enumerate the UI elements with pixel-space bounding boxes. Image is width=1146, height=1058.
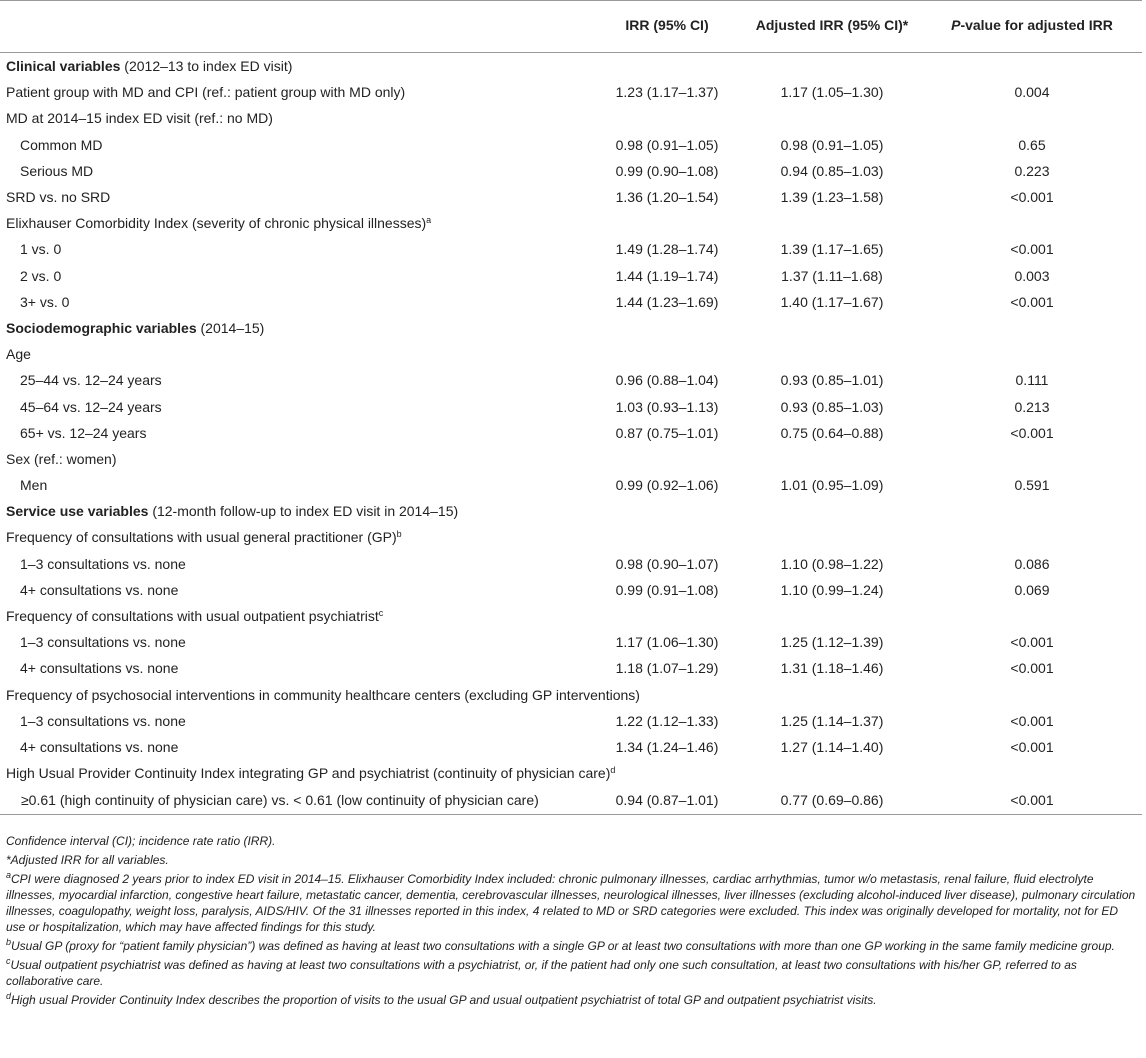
- irr-cell: 0.99 (0.90–1.08): [615, 162, 719, 179]
- p-value-cell: [922, 341, 1142, 367]
- irr-cell: [592, 524, 742, 550]
- irr-cell: 0.87 (0.75–1.01): [615, 424, 719, 441]
- variable-cell: [0, 393, 592, 419]
- adjusted-irr-cell: [742, 105, 922, 131]
- section-subtitle: (12-month follow-up to index ED visit in 2014–15): [148, 503, 459, 520]
- irr-cell: 0.99 (0.92–1.06): [615, 477, 719, 494]
- irr-cell: 1.44 (1.19–1.74): [615, 267, 719, 284]
- irr-cell: 1.44 (1.23–1.69): [615, 293, 719, 310]
- table-footnotes: [6, 833, 1140, 1011]
- footnote-marker: b: [396, 529, 402, 540]
- irr-cell: [592, 603, 742, 629]
- p-value-cell: <0.001: [1010, 424, 1054, 441]
- table-header: [0, 1, 1142, 53]
- adjusted-irr-cell: 1.25 (1.14–1.37): [780, 712, 884, 729]
- variable-cell: [0, 420, 592, 446]
- footnote-marker: d: [610, 765, 616, 776]
- irr-cell: 0.94 (0.87–1.01): [592, 786, 742, 815]
- header-p-rest: -value for adjusted IRR: [960, 16, 1113, 33]
- p-value-cell: [922, 210, 1142, 236]
- variable-cell: [0, 472, 592, 498]
- adjusted-irr-cell: 1.01 (0.95–1.09): [780, 477, 884, 494]
- footnote-text: High usual Provider Continuity Index describes the proportion of visits to the usual GP and usual outpatient psychiatrist of total GP and outpatient psychiatrist visits.: [11, 993, 877, 1008]
- table-row: [0, 184, 1142, 210]
- variable-cell: [0, 551, 592, 577]
- variable-cell: [0, 577, 592, 603]
- adjusted-irr-cell: 0.93 (0.85–1.01): [780, 372, 884, 389]
- variable-cell: [0, 79, 592, 105]
- variable-label: High Usual Provider Continuity Index integrating GP and psychiatrist (continuity of physician care): [6, 765, 611, 782]
- p-value-cell: 0.069: [1014, 581, 1050, 598]
- p-value-cell: [922, 603, 1142, 629]
- adjusted-irr-cell: [742, 53, 922, 80]
- p-value-cell: [922, 315, 1142, 341]
- variable-cell: [0, 655, 592, 681]
- variable-cell: [0, 184, 592, 210]
- table-row: [0, 734, 1142, 760]
- footnote-letter: c: [6, 956, 11, 967]
- irr-cell: 1.36 (1.20–1.54): [615, 189, 719, 206]
- group-row: [0, 760, 1142, 786]
- irr-cell: 1.34 (1.24–1.46): [615, 738, 719, 755]
- footnote-letter: a: [6, 869, 12, 880]
- section-title: Service use variables: [6, 503, 149, 520]
- p-value-cell: <0.001: [1010, 293, 1054, 310]
- table-row: [0, 263, 1142, 289]
- variable-cell: [0, 263, 592, 289]
- adjusted-irr-cell: 1.17 (1.05–1.30): [780, 84, 884, 101]
- p-value-cell: 0.111: [1015, 372, 1049, 389]
- table-row: [0, 708, 1142, 734]
- p-value-cell: [922, 682, 1142, 708]
- header-row: [0, 1, 1142, 53]
- adjusted-irr-cell: 1.10 (0.99–1.24): [780, 581, 884, 598]
- p-value-cell: <0.001: [1010, 634, 1054, 651]
- variable-label: 2 vs. 0: [20, 267, 62, 284]
- adjusted-irr-cell: 1.10 (0.98–1.22): [780, 555, 884, 572]
- section-row: [0, 53, 1142, 80]
- variable-cell: [0, 446, 592, 472]
- variable-cell: [0, 524, 592, 550]
- adjusted-irr-cell: [742, 315, 922, 341]
- adjusted-irr-cell: 1.40 (1.17–1.67): [780, 293, 884, 310]
- p-value-cell: <0.001: [1010, 738, 1054, 755]
- p-value-cell: [922, 105, 1142, 131]
- footnote: [6, 957, 1140, 989]
- header-variable: [0, 1, 592, 53]
- irr-cell: 0.98 (0.90–1.07): [615, 555, 719, 572]
- footnote-marker: a: [426, 215, 432, 226]
- irr-cell: 0.99 (0.91–1.08): [615, 581, 719, 598]
- adjusted-irr-cell: 1.25 (1.12–1.39): [780, 634, 884, 651]
- footnote-text: Usual outpatient psychiatrist was defined as having at least two consultations with a psychiatrist, or, if the patient had only one such consultation, at least two consultations with his/her GP, referred to as collaborative care.: [6, 958, 1077, 989]
- p-value-cell: 0.591: [1014, 477, 1050, 494]
- variable-label: 65+ vs. 12–24 years: [20, 424, 147, 441]
- footnote: [6, 833, 1140, 849]
- header-irr: IRR (95% CI): [592, 1, 742, 53]
- footnote-letter: d: [6, 991, 12, 1002]
- variable-label: 1–3 consultations vs. none: [20, 555, 186, 572]
- group-row: [0, 524, 1142, 550]
- table-row: [0, 158, 1142, 184]
- p-value-cell: [922, 498, 1142, 524]
- variable-label: 1–3 consultations vs. none: [20, 634, 186, 651]
- section-row: [0, 498, 1142, 524]
- irr-cell: 1.23 (1.17–1.37): [615, 84, 719, 101]
- p-value-cell: 0.65: [1018, 136, 1046, 153]
- table-row: [0, 289, 1142, 315]
- variable-cell: [0, 315, 592, 341]
- group-row: [0, 341, 1142, 367]
- adjusted-irr-cell: [742, 760, 922, 786]
- table-row: [0, 629, 1142, 655]
- p-value-cell: <0.001: [922, 786, 1142, 815]
- p-value-cell: 0.213: [1014, 398, 1050, 415]
- footnote-marker: c: [378, 608, 384, 619]
- group-row: [0, 105, 1142, 131]
- variable-label: Serious MD: [20, 162, 94, 179]
- p-value-cell: <0.001: [1010, 189, 1054, 206]
- footnote: [6, 871, 1140, 936]
- p-value-cell: [922, 524, 1142, 550]
- footnote: [6, 852, 1140, 868]
- variable-label: 25–44 vs. 12–24 years: [20, 372, 162, 389]
- variable-label: Age: [6, 346, 31, 363]
- variable-cell: [0, 498, 592, 524]
- section-subtitle: (2014–15): [196, 319, 265, 336]
- adjusted-irr-cell: 0.77 (0.69–0.86): [742, 786, 922, 815]
- variable-label: 4+ consultations vs. none: [20, 581, 179, 598]
- irr-cell: [592, 446, 742, 472]
- adjusted-irr-cell: 1.37 (1.11–1.68): [781, 267, 883, 284]
- variable-label: MD at 2014–15 index ED visit (ref.: no MD): [6, 110, 273, 127]
- variable-cell: [0, 53, 592, 80]
- adjusted-irr-cell: 1.27 (1.14–1.40): [780, 738, 884, 755]
- p-value-cell: 0.223: [1014, 162, 1050, 179]
- irr-cell: [592, 210, 742, 236]
- table-row: [0, 577, 1142, 603]
- variable-label: ≥0.61 (high continuity of physician care) vs. < 0.61 (low continuity of physician care): [21, 792, 539, 809]
- adjusted-irr-cell: [742, 524, 922, 550]
- variable-cell: [0, 708, 592, 734]
- variable-cell: [0, 341, 592, 367]
- variable-cell: [0, 786, 592, 815]
- variable-cell: [0, 105, 592, 131]
- table-row: [0, 393, 1142, 419]
- p-value-cell: 0.004: [1014, 84, 1050, 101]
- adjusted-irr-cell: 1.39 (1.17–1.65): [780, 241, 884, 258]
- p-value-cell: <0.001: [1010, 241, 1054, 258]
- variable-label: 1 vs. 0: [20, 241, 62, 258]
- footnote-text: *Adjusted IRR for all variables.: [6, 852, 169, 867]
- variable-cell: [0, 236, 592, 262]
- table-row: [0, 655, 1142, 681]
- p-value-cell: [922, 760, 1142, 786]
- irr-cell: [592, 53, 742, 80]
- irr-cell: [592, 105, 742, 131]
- variable-cell: [0, 210, 592, 236]
- variable-label: 4+ consultations vs. none: [20, 738, 179, 755]
- table-row: [0, 551, 1142, 577]
- irr-cell: 1.49 (1.28–1.74): [615, 241, 719, 258]
- variable-cell: [0, 734, 592, 760]
- adjusted-irr-cell: [742, 682, 922, 708]
- variable-label: 45–64 vs. 12–24 years: [20, 398, 162, 415]
- footnote-text: Usual GP (proxy for “patient family physician”) was defined as having at least two consultations with a single GP or at least two consultations with more than one GP working in the same family medicine group.: [11, 939, 1115, 954]
- adjusted-irr-cell: 0.94 (0.85–1.03): [780, 162, 884, 179]
- variable-label: Frequency of psychosocial interventions in community healthcare centers (excluding GP interventions): [6, 686, 640, 703]
- table-body: [0, 53, 1142, 815]
- variable-label: SRD vs. no SRD: [6, 189, 111, 206]
- section-row: [0, 315, 1142, 341]
- variable-label: Elixhauser Comorbidity Index (severity of chronic physical illnesses): [6, 215, 427, 232]
- variable-label: 3+ vs. 0: [20, 293, 70, 310]
- irr-cell: 1.22 (1.12–1.33): [615, 712, 719, 729]
- variable-label: Sex (ref.: women): [6, 450, 117, 467]
- adjusted-irr-cell: [742, 210, 922, 236]
- adjusted-irr-cell: [742, 341, 922, 367]
- variable-label: Men: [20, 477, 48, 494]
- footnote-text: Confidence interval (CI); incidence rate ratio (IRR).: [6, 834, 276, 848]
- footnote-letter: b: [6, 937, 12, 948]
- adjusted-irr-cell: [742, 446, 922, 472]
- variable-cell: [0, 629, 592, 655]
- variable-cell: [0, 760, 616, 786]
- section-subtitle: (2012–13 to index ED visit): [120, 58, 293, 75]
- variable-cell: [0, 682, 640, 708]
- variable-label: Patient group with MD and CPI (ref.: patient group with MD only): [6, 84, 406, 101]
- adjusted-irr-cell: 1.39 (1.23–1.58): [780, 189, 884, 206]
- header-p-italic: P: [951, 16, 961, 33]
- variable-cell: [0, 289, 592, 315]
- group-row: [0, 682, 1142, 708]
- variable-cell: [0, 367, 592, 393]
- table-row: [0, 420, 1142, 446]
- group-row: [0, 603, 1142, 629]
- adjusted-irr-cell: [742, 603, 922, 629]
- variable-label: 4+ consultations vs. none: [20, 660, 179, 677]
- p-value-cell: 0.086: [1014, 555, 1050, 572]
- irr-cell: [592, 341, 742, 367]
- adjusted-irr-cell: 0.93 (0.85–1.03): [780, 398, 884, 415]
- irr-cell: 0.96 (0.88–1.04): [615, 372, 719, 389]
- adjusted-irr-cell: 0.98 (0.91–1.05): [780, 136, 884, 153]
- adjusted-irr-cell: 1.31 (1.18–1.46): [780, 660, 884, 677]
- irr-cell: [592, 498, 742, 524]
- variable-label: Frequency of consultations with usual general practitioner (GP): [6, 529, 397, 546]
- variable-label: Frequency of consultations with usual outpatient psychiatrist: [6, 608, 379, 625]
- irr-cell: 1.17 (1.06–1.30): [615, 634, 719, 651]
- irr-cell: 1.18 (1.07–1.29): [615, 660, 719, 677]
- table-row: [0, 367, 1142, 393]
- p-value-cell: <0.001: [1010, 712, 1054, 729]
- section-title: Sociodemographic variables: [6, 319, 197, 336]
- footnote-text: CPI were diagnosed 2 years prior to index ED visit in 2014–15. Elixhauser Comorbidity Index included: chronic pulmonary illnesses, cardiac arrhythmias, tumor w/o metastasis, renal failure, fluid electrolyte illnesses, myocardial infarction, congestive heart failure, metastatic cancer, dementia, cerebrovascular illnesses, neurological illnesses, liver illnesses (excluding alcohol-induced liver disease), pulmonary circulation illnesses, coagulopathy, weight loss, paralysis, AIDS/HIV. Of the 31 illnesses reported in this index, 4 related to MD or SRD categories were excluded. This index was originally developed for mortality, not for ED use or hospitalization, which may have affected findings for this study.: [6, 871, 1136, 935]
- variable-cell: [0, 132, 592, 158]
- irr-cell: [592, 315, 742, 341]
- variable-cell: [0, 158, 592, 184]
- footnote: [6, 938, 1140, 954]
- variable-cell: [0, 603, 592, 629]
- section-title: Clinical variables: [6, 58, 121, 75]
- table-row: [0, 786, 1142, 815]
- variable-label: 1–3 consultations vs. none: [20, 712, 186, 729]
- header-p-value: [922, 1, 1142, 53]
- adjusted-irr-cell: [742, 498, 922, 524]
- table-row: [0, 79, 1142, 105]
- table-row: [0, 132, 1142, 158]
- p-value-cell: <0.001: [1010, 660, 1054, 677]
- variable-label: Common MD: [20, 136, 103, 153]
- irr-cell: 0.98 (0.91–1.05): [615, 136, 719, 153]
- p-value-cell: [922, 446, 1142, 472]
- table-row: [0, 472, 1142, 498]
- table-row: [0, 236, 1142, 262]
- p-value-cell: [922, 53, 1142, 80]
- header-adjusted-irr: Adjusted IRR (95% CI)*: [742, 1, 922, 53]
- adjusted-irr-cell: 0.75 (0.64–0.88): [780, 424, 884, 441]
- irr-cell: 1.03 (0.93–1.13): [615, 398, 719, 415]
- group-row: [0, 446, 1142, 472]
- footnote: [6, 992, 1140, 1008]
- group-row: [0, 210, 1142, 236]
- p-value-cell: 0.003: [1014, 267, 1050, 284]
